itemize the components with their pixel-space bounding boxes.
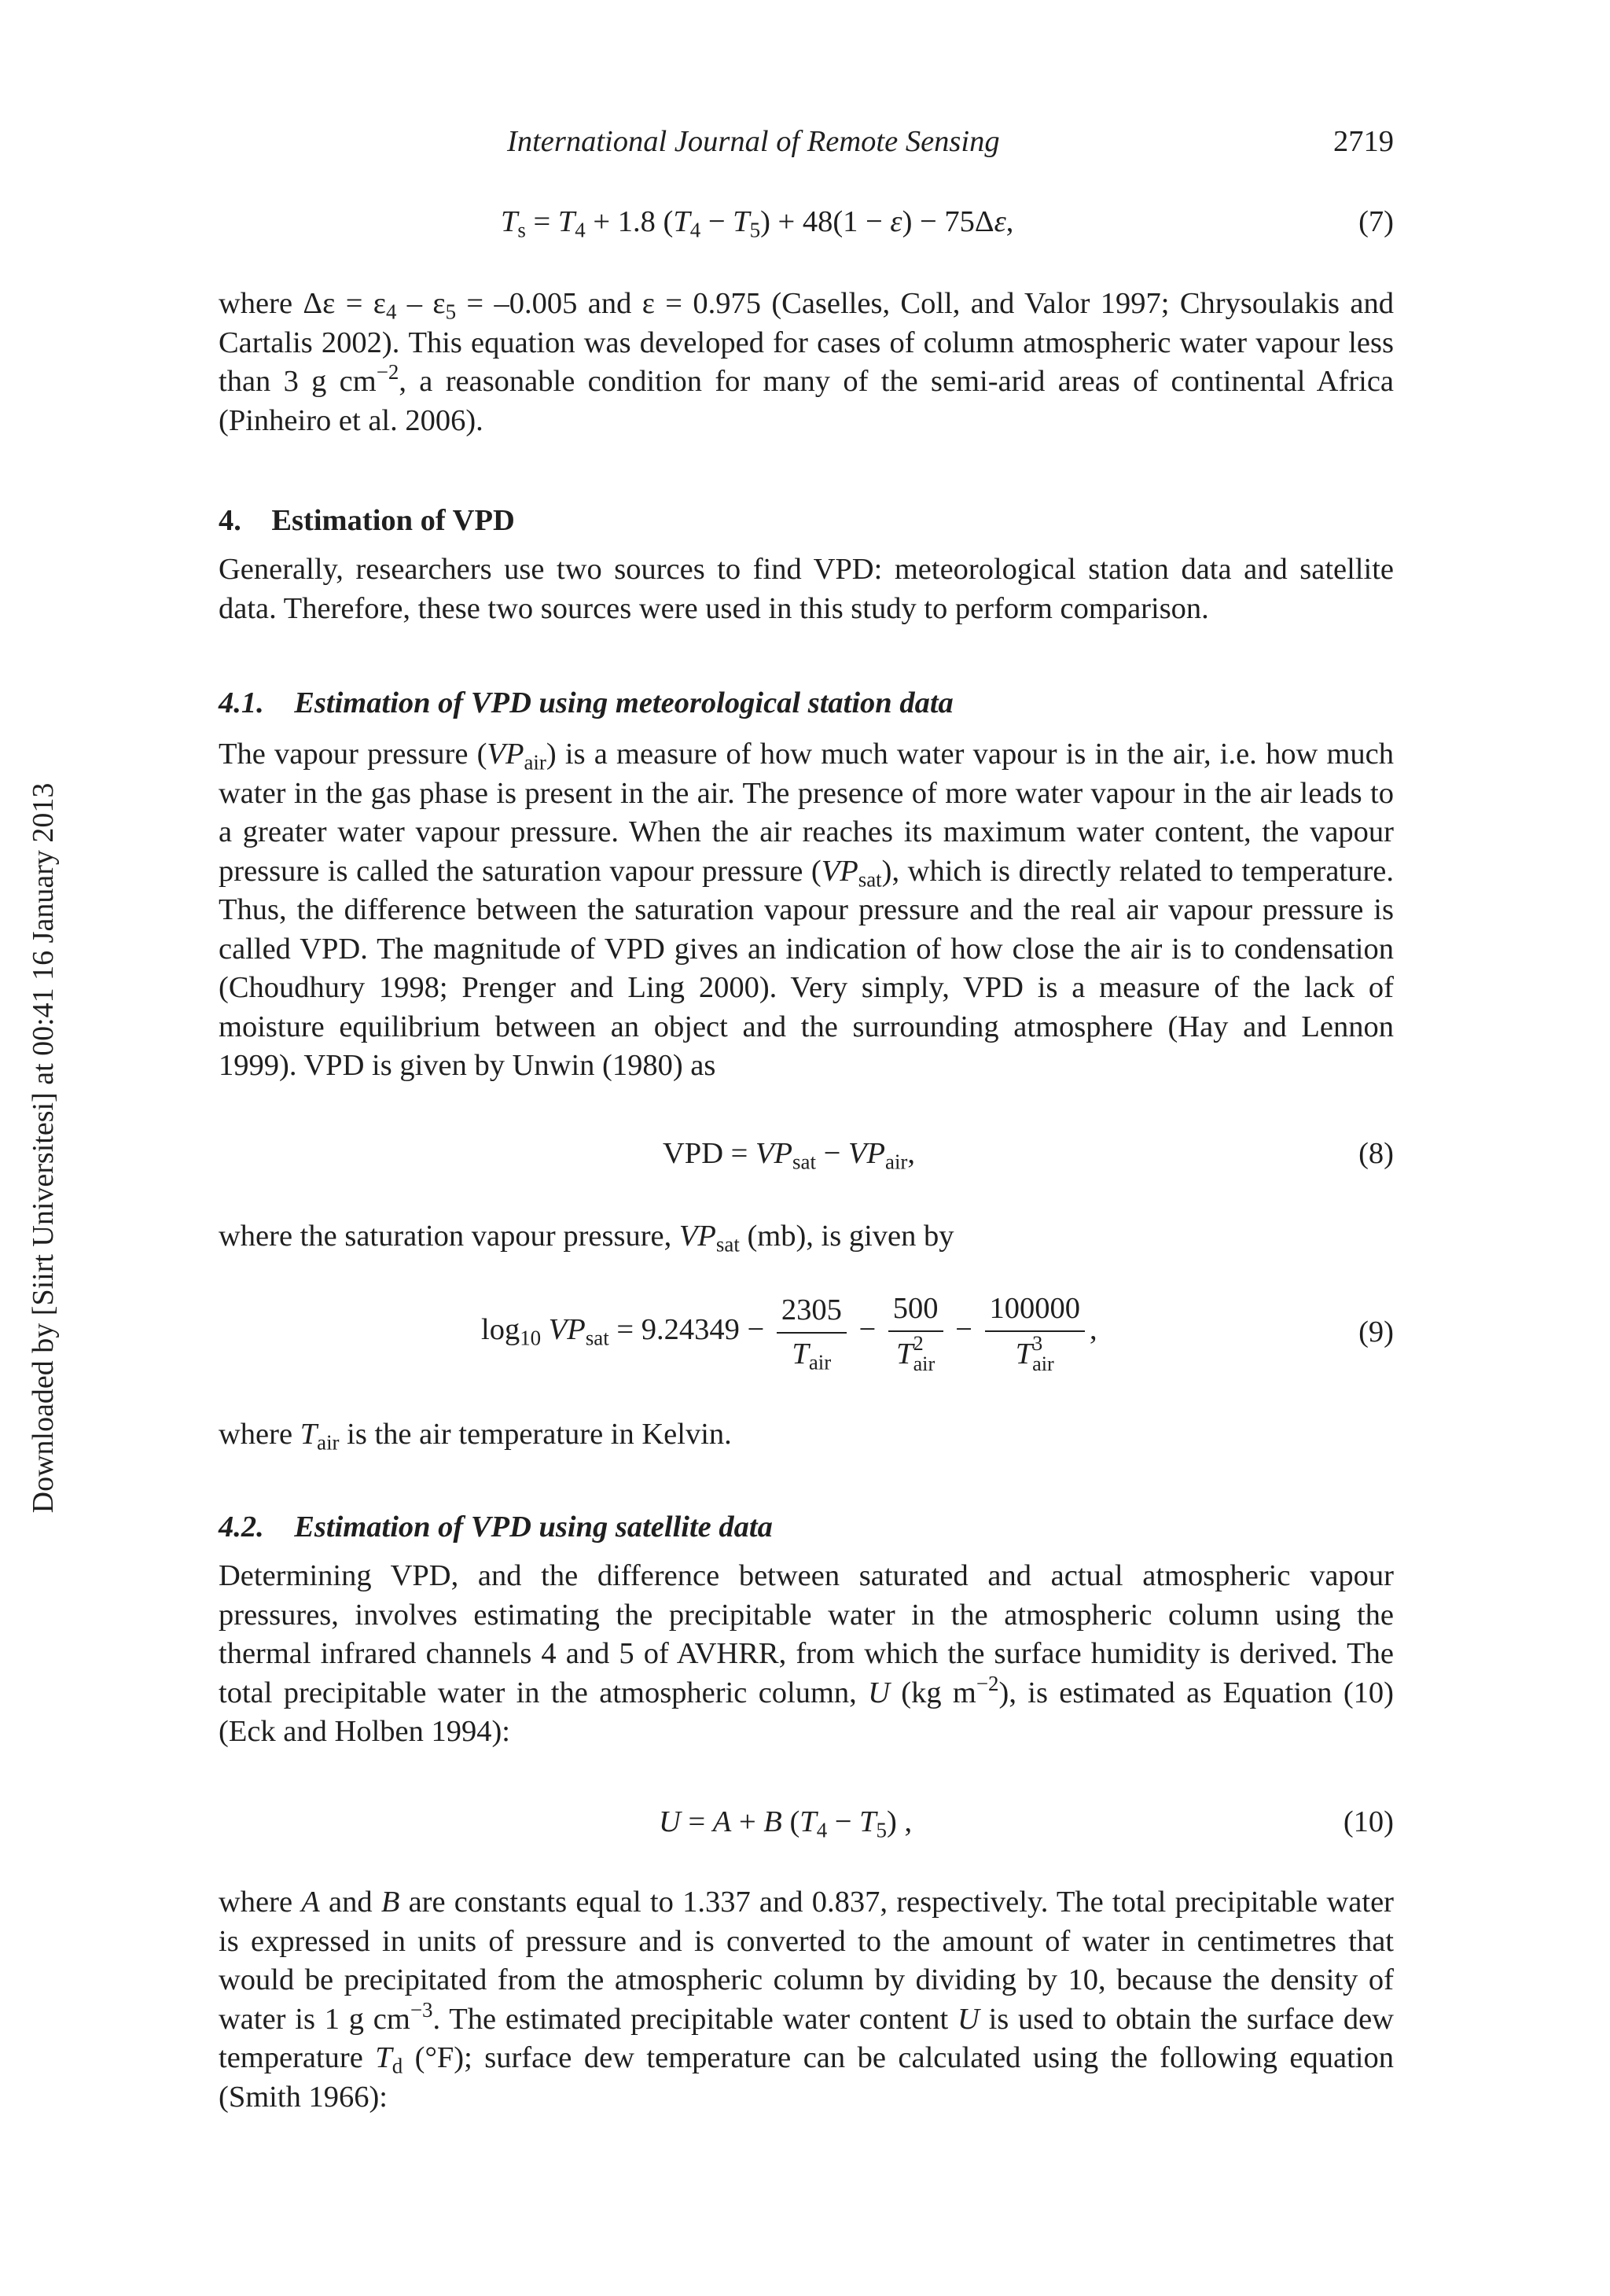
equation-9-number: (9) — [1358, 1315, 1394, 1349]
section-4-1-heading: 4.1. Estimation of VPD using meteorological station data — [219, 686, 954, 719]
fraction-500: 500 T 2 air — [888, 1290, 943, 1374]
running-header — [219, 124, 1394, 164]
equation-7-number: (7) — [1358, 205, 1394, 238]
section-4-heading: 4. Estimation of VPD — [219, 504, 515, 537]
fraction-2305: $\frac{2305}{T_{air}}$ — [777, 1291, 847, 1373]
equation-9: $\log_{10} VP_{sat} = 9.24349$ − $\frac{2305}{T_{air}}$ − 500 T 2 air − 100000 T 3 air , — [481, 1290, 1097, 1374]
paragraph-after-eq8: where the saturation vapour pressure, $VP_{sat}$ (mb), is given by — [219, 1220, 954, 1257]
download-watermark: Downloaded by [Siirt Universitesi] at 00:41 16 January 2013 — [27, 782, 60, 1514]
section-4-text: Generally, researchers use two sources to find VPD: meteorological station data and satellite data. Therefore, these two sources were used in this study to perform comparison. — [219, 553, 1394, 625]
equation-8: VPD = $VP_{sat} - VP_{air}$, — [663, 1137, 916, 1174]
section-4-2-heading: 4.2. Estimation of VPD using satellite data — [219, 1510, 773, 1544]
page-number: 2719 — [1333, 125, 1394, 158]
journal-title: International Journal of Remote Sensing — [507, 125, 1000, 158]
equation-10-number: (10) — [1343, 1805, 1394, 1838]
section-4-1-text: The vapour pressure $(VP_{air})$ is a measure of how much water vapour is in the air, i.e. how much water in the gas phase is present in the air. The presence of more water vapour in the air leads to a greater water vapour pressure. When the air reaches its maximum water content, the vapour pressure is called the saturation vapour pressure $(VP_{sat})$, which is directly related to temperature. Thus, the difference between the saturation vapour pressure and the real air vapour pressure is called VPD. The magnitude of VPD gives an indication of how close the air is to condensation (Choudhury 1998; Prenger and Ling 2000). Very simply, VPD is a measure of the lack of moisture equilibrium between an object and the surrounding atmosphere (Hay and Lennon 1999). VPD is given by Unwin (1980) as — [219, 738, 1395, 1082]
paragraph-after-eq9: where $T_{air}$ is the air temperature in Kelvin. — [219, 1418, 732, 1455]
equation-7: $T_s = T_4 + 1.8$ $(T_4 - T_5) + 48(1 - \varepsilon) - 75\Delta\varepsilon$, — [501, 205, 1014, 242]
fraction-100000: 100000 T 3 air — [985, 1290, 1086, 1374]
equation-8-number: (8) — [1358, 1137, 1394, 1170]
paragraph-after-eq10: where A and B are constants equal to 1.337 and 0.837, respectively. The total precipitable water is expressed in units of pressure and is converted to the amount of water in centimetres that would be precipitated from the atmospheric column by dividing by 10, because the density of water is 1 g $cm^{-3}$. The estimated precipitable water content U is used to obtain the surface dew temperature $T_d$ (°F); surface dew temperature can be calculated using the following equation (Smith 1966): — [219, 1886, 1394, 2114]
section-4-2-text: Determining VPD, and the difference between saturated and actual atmospheric vapour pressures, involves estimating the precipitable water in the atmospheric column using the thermal infrared channels 4 and 5 of AVHRR, from which the surface humidity is derived. The total precipitable water in the atmospheric column, U (kg $m^{-2}$), is estimated as Equation (10) (Eck and Holben 1994): — [219, 1559, 1394, 1748]
paragraph-emissivity: where $\Delta\varepsilon = \varepsilon_4 - \varepsilon_5 = -0.005$ and ε = 0.975 (Caselles, Coll, and Valor 1997; Chrysoulakis and Cartalis 2002). This equation was developed for cases of column atmospheric water vapour less than 3 g $cm^{-2}$, a reasonable condition for many of the semi-arid areas of continental Africa (Pinheiro et al. 2006). — [219, 287, 1394, 437]
equation-10: U = A + B $(T_4 - T_5)$ , — [659, 1805, 913, 1842]
